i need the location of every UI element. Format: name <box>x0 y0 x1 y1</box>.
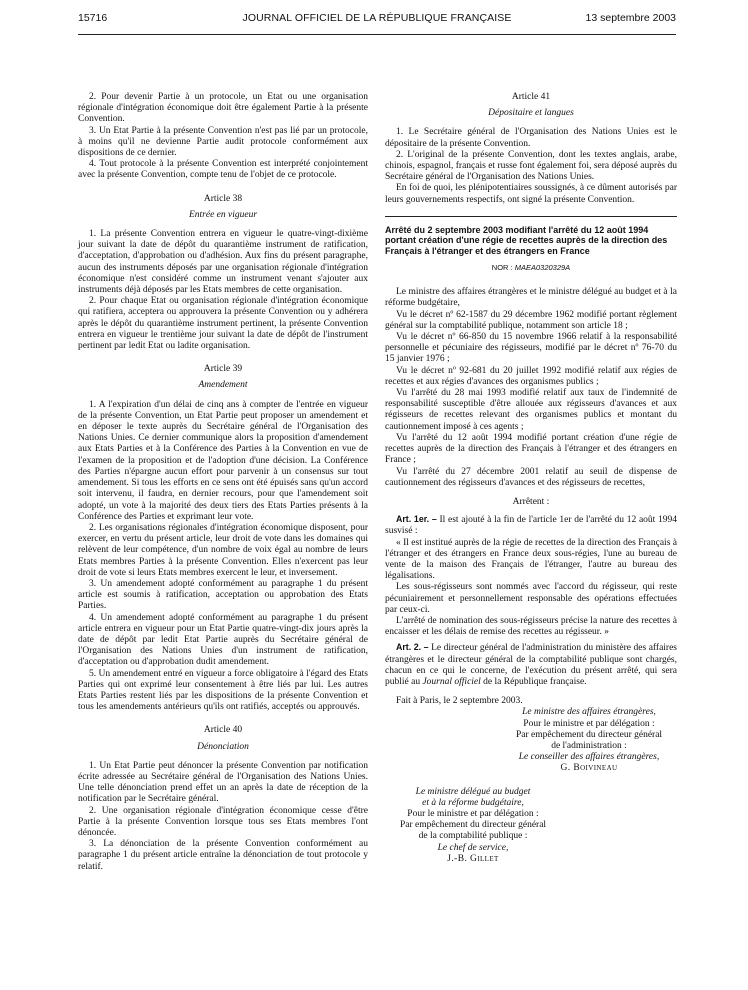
paragraph: 3. Un amendement adopté conformément au paragraphe 1 du présent article est soumis à ratification, acceptation ou approbation des Etats Parties. <box>78 578 368 612</box>
paragraph: Vu le décret nº 62-1587 du 29 décembre 1962 modifié portant règlement général sur la comptabilité publique, notamment son article 18 ; <box>385 309 677 331</box>
signature-block-budget <box>385 787 561 865</box>
article-subtitle: Dénonciation <box>197 741 249 752</box>
right-column <box>385 92 677 865</box>
nor-label: NOR : <box>491 263 513 273</box>
nor-code: MAEA0320329A <box>514 263 571 273</box>
paragraph: 2. Pour devenir Partie à un protocole, un Etat ou une organisation régionale d'intégration économique doit être également Partie à la présente Convention. <box>78 92 368 125</box>
signature-role: Le ministre des affaires étrangères, <box>522 707 656 718</box>
article-heading: Article 41 <box>511 92 551 102</box>
article-heading: Article 40 <box>203 725 243 736</box>
issue-date: 13 septembre 2003 <box>585 12 676 24</box>
quote-paragraph: « Il est institué auprès de la régie de recettes de la direction des Français à l'étranger et des étrangers en France deux sous-régies, l'une au bureau de vente de la maison des Français de l'étranger, l'autre au bureau des légalisations. <box>385 537 677 582</box>
fait-line: Fait à Paris, le 2 septembre 2003. <box>396 696 523 707</box>
signature-role: et à la réforme budgétaire, <box>422 797 524 808</box>
signature-line: de l'administration : <box>551 740 627 751</box>
article-1-text: Il est ajouté à la fin de l'article 1er de l'arrêté du 12 août 1994 susvisé : <box>385 515 678 537</box>
paragraph: 1. La présente Convention entrera en vigueur le quatre-vingt-dixième jour suivant la date de dépôt du quarantième instrument de ratification, d'acceptation, d'approbation ou d'adhésion. Aux fins du présent paragraphe, aucun des instruments déposés par une organisation régionale d'intégration économique n'est considéré comme un instrument venant s'ajouter aux instruments déjà déposés par les Etats membres de cette organisation. <box>78 229 368 296</box>
signature-line: de la comptabilité publique : <box>418 831 528 842</box>
paragraph: 2. Une organisation régionale d'intégration économique cesse d'être Partie à la présente Convention lorsque tous ses Etats membres l'ont dénoncée. <box>78 805 368 838</box>
nor-reference <box>385 262 677 273</box>
signature-line: Par empêchement du directeur général <box>515 729 663 740</box>
paragraph: 4. Tout protocole à la présente Convention est interprété conjointement avec la présente Convention, compte tenu de l'objet de ce protocole. <box>78 159 368 181</box>
section-divider <box>385 216 677 217</box>
paragraph: 3. La dénonciation de la présente Convention conformément au paragraphe 1 du présent article entraîne la dénonciation de tout protocole y relatif. <box>78 839 368 872</box>
article-1-paragraph <box>385 514 677 537</box>
arretent-heading: Arrêtent : <box>512 496 550 507</box>
paragraph: Vu le décret nº 66-850 du 15 novembre 1966 relatif à la responsabilité personnelle et pécuniaire des régisseurs, modifié par le décret nº 76-70 du 15 janvier 1976 ; <box>385 332 677 365</box>
signature-title: Le conseiller des affaires étrangères, <box>518 752 660 763</box>
arrete-title: Arrêté du 2 septembre 2003 modifiant l'arrêté du 12 août 1994 portant création d'une régie de recettes auprès de la direction des Français à l'étranger et des étrangers en France <box>385 224 668 256</box>
paragraph: Vu le décret nº 92-681 du 20 juillet 1992 modifié relatif aux régies de recettes et aux régies d'avances des organismes publics ; <box>385 365 677 387</box>
article-heading: Article 39 <box>203 364 243 375</box>
paragraph: 2. Pour chaque Etat ou organisation régionale d'intégration économique qui ratifiera, acceptera ou approuvera la présente Convention ou y adhérera après le dépôt du quarantième instrument pertinent, la présente Convention entrera en vigueur le trentième jour suivant la date de dépôt de l'instrument pertinent par ledit Etat ou ladite organisation. <box>78 296 368 352</box>
article-2-text-a: Le directeur général de l'administration du ministère des affaires étrangères et le directeur général de la comptabilité publique sont chargés, chacun en ce qui le concerne, de l'exécution du présent arrêté, qui sera publié au <box>385 643 677 687</box>
signature-line: Par empêchement du directeur général <box>399 820 547 831</box>
article-subtitle: Amendement <box>198 380 248 391</box>
article-1-label: Art. 1er. – <box>396 514 437 525</box>
signature-name: J.-B. Gillet <box>447 853 499 864</box>
page-header <box>78 12 676 34</box>
article-subtitle: Dépositaire et langues <box>488 108 574 119</box>
article-2-label: Art. 2. – <box>396 642 429 653</box>
paragraph: 2. Les organisations régionales d'intégration économique disposent, pour exercer, en vertu du présent article, leur droit de vote dans les domaines qui relèvent de leur compétence, d'un nombre de voix égal au nombre de leurs Etats membres Parties à la présente Convention. Elles n'exercent pas leur droit de vote si leurs Etats membres exercent le leur, et inversement. <box>78 522 368 578</box>
paragraph: 2. L'original de la présente Convention, dont les textes anglais, arabe, chinois, espagnol, français et russe font également foi, sera déposé auprès du Secrétaire général de l'Organisation des Nations Unies. <box>385 149 677 183</box>
quote-paragraph: Les sous-régisseurs sont nommés avec l'accord du régisseur, qui reste pécuniairement et personnellement responsable des opérations effectuées par ceux-ci. <box>385 582 677 615</box>
signature-name: G. Boivineau <box>560 763 618 774</box>
paragraph: Le ministre des affaires étrangères et le ministre délégué au budget et à la réforme budgétaire, <box>385 287 677 309</box>
paragraph: 4. Un amendement adopté conformément au paragraphe 1 du présent article entrera en vigueur pour un Etat Partie quatre-vingt-dix jours après la date de dépôt par ledit Etat Partie auprès du Secrétaire général de l'Organisation des Nations Unies d'un instrument de ratification, d'acceptation ou d'approbation dudit amendement. <box>78 612 368 668</box>
paragraph: 1. A l'expiration d'un délai de cinq ans à compter de l'entrée en vigueur de la présente Convention, un Etat Partie peut proposer un amendement et en déposer le texte auprès du Secrétaire général de l'Organisation des Nations Unies. Ce dernier communique alors la proposition d'amendement aux Etats Parties et à la Conférence des Parties à la Convention en vue de l'examen de la proposition et de l'adoption d'une décision. La Conférence des Parties n'épargne aucun effort pour parvenir à un consensus sur tout amendement. Si tous les efforts en ce sens ont été épuisés sans qu'un accord soit intervenu, il faudra, en dernier recours, pour que l'amendement soit adopté, un vote à la majorité des deux tiers des Etats Parties présents à la Conférence des Parties et exprimant leur vote. <box>78 399 368 522</box>
paragraph: 3. Un Etat Partie à la présente Convention n'est pas lié par un protocole, à moins qu'il ne devienne Partie audit protocole conformément aux dispositions de ce dernier. <box>78 125 368 159</box>
header-rule <box>78 34 676 35</box>
left-column <box>78 92 368 873</box>
signature-line: Pour le ministre et par délégation : <box>523 718 655 729</box>
paragraph: 5. Un amendement entré en vigueur a force obligatoire à l'égard des Etats Parties qui ont exprimé leur consentement à être liés par lui. Les autres Etats Parties restent liés par les dispositions de la présente Convention et tous les amendements antérieurs qu'ils ont ratifiés, acceptés ou approuvés. <box>78 668 368 713</box>
article-2-text-b: de la République française. <box>483 676 587 687</box>
signature-title: Le chef de service, <box>437 842 509 853</box>
signature-block-ministre <box>501 707 677 774</box>
paragraph: En foi de quoi, les plénipotentiaires soussignés, à ce dûment autorisés par leurs gouvernements respectifs, ont signé la présente Convention. <box>385 183 677 205</box>
article-2-paragraph <box>385 642 677 688</box>
signature-role: Le ministre délégué au budget <box>415 786 531 797</box>
quote-paragraph: L'arrêté de nomination des sous-régisseurs précise la nature des recettes à encaisser et les délais de remise des recettes au régisseur. » <box>385 615 677 638</box>
journal-title: JOURNAL OFFICIEL DE LA RÉPUBLIQUE FRANÇAISE <box>242 12 512 24</box>
page-number: 15716 <box>78 12 108 24</box>
article-heading: Article 38 <box>203 193 243 204</box>
article-2-text-italic: Journal officiel <box>422 676 481 687</box>
article-subtitle: Entrée en vigueur <box>188 209 258 220</box>
paragraph: Vu l'arrêté du 28 mai 1993 modifié relatif aux taux de l'indemnité de responsabilité susceptible d'être allouée aux régisseurs d'avances et aux régisseurs de recettes relevant des organismes publics et montant du cautionnement imposé à ces agents ; <box>385 388 677 432</box>
paragraph: 1. Le Secrétaire général de l'Organisation des Nations Unies est le dépositaire de la présente Convention. <box>385 127 677 149</box>
paragraph: Vu l'arrêté du 12 août 1994 modifié portant création d'une régie de recettes auprès de la direction des Français à l'étranger et des étrangers en France ; <box>385 432 677 466</box>
signature-line: Pour le ministre et par délégation : <box>407 808 539 819</box>
paragraph: 1. Un Etat Partie peut dénoncer la présente Convention par notification écrite adressée au Secrétaire général de l'Organisation des Nations Unies. Une telle dénonciation prend effet un an après la date de réception de la notification par le Secrétaire général. <box>78 760 368 805</box>
paragraph: Vu l'arrêté du 27 décembre 2001 relatif au seuil de dispense de cautionnement des régisseurs d'avances et des régisseurs de recettes, <box>385 466 677 488</box>
